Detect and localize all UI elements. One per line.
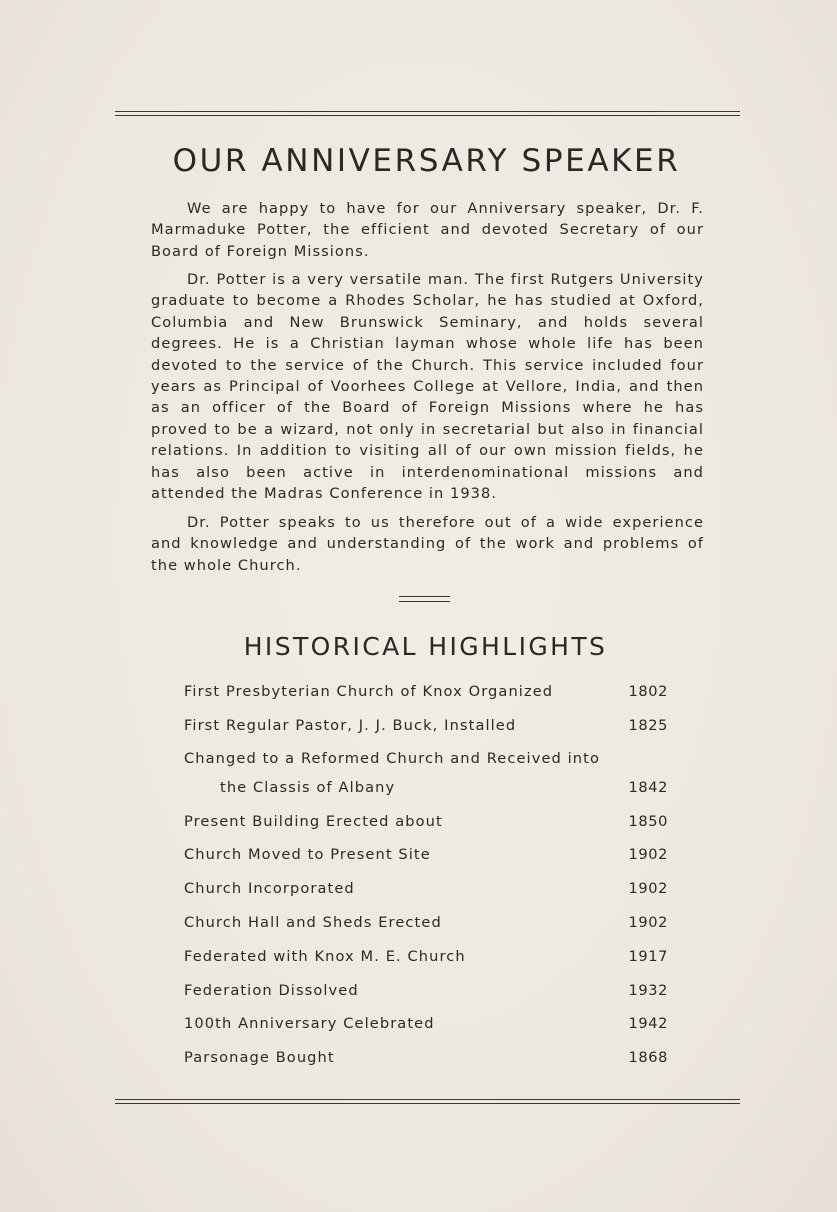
highlight-year: 1917 <box>628 948 668 965</box>
speaker-paragraph-1: We are happy to have for our Anniversary speaker, Dr. F. Marmaduke Potter, the efficient and devoted Secretary of our Board of Foreign Missions. <box>151 200 704 260</box>
highlight-year: 1850 <box>628 813 668 830</box>
highlight-event: Changed to a Reformed Church and Received into <box>184 750 600 767</box>
list-item <box>184 683 668 705</box>
highlight-year: 1902 <box>628 914 668 931</box>
highlight-event: Present Building Erected about <box>184 813 443 830</box>
highlight-year: 1942 <box>628 1015 668 1032</box>
highlight-year: 1825 <box>628 717 668 734</box>
highlight-year: 1802 <box>628 683 668 700</box>
list-item <box>184 1015 668 1037</box>
highlight-event: Church Incorporated <box>184 880 355 897</box>
speaker-heading: OUR ANNIVERSARY SPEAKER <box>172 143 681 179</box>
list-item <box>184 846 668 868</box>
list-item <box>184 717 668 739</box>
highlight-year: 1902 <box>628 846 668 863</box>
highlight-event: First Presbyterian Church of Knox Organized <box>184 683 554 700</box>
highlight-year: 1842 <box>628 779 668 796</box>
highlights-heading: HISTORICAL HIGHLIGHTS <box>243 632 608 661</box>
list-item <box>184 948 668 970</box>
list-item <box>184 750 668 772</box>
list-item <box>184 880 668 902</box>
highlight-year: 1932 <box>628 982 668 999</box>
highlight-event: Parsonage Bought <box>184 1049 335 1066</box>
highlight-year: 1868 <box>628 1049 668 1066</box>
highlight-event: Federated with Knox M. E. Church <box>184 948 466 965</box>
speaker-paragraph-2: Dr. Potter is a very versatile man. The first Rutgers University graduate to become a Rhodes Scholar, he has studied at Oxford, Columbia and New Brunswick Seminary, and holds several degrees. He is a Christian layman whose whole life has been devoted to the service of the Church. This service included four years as Principal of Voorhees College at Vellore, India, and then as an officer of the Board of Foreign Missions where he has proved to be a wizard, not only in secretarial but also in financial relations. In addition to visiting all of our own mission fields, he has also been active in interdenominational missions and attended the Madras Conference in 1938. <box>151 271 704 503</box>
list-item <box>184 982 668 1004</box>
highlight-event: Church Moved to Present Site <box>184 846 431 863</box>
bottom-double-rule <box>115 1099 740 1104</box>
highlight-year: 1902 <box>628 880 668 897</box>
top-double-rule <box>115 111 740 116</box>
list-item <box>184 914 668 936</box>
section-divider <box>399 596 450 602</box>
highlight-event: Federation Dissolved <box>184 982 359 999</box>
highlight-event: First Regular Pastor, J. J. Buck, Installed <box>184 717 517 734</box>
highlight-event: the Classis of Albany <box>220 779 396 796</box>
highlight-event: 100th Anniversary Celebrated <box>184 1015 435 1032</box>
list-item <box>184 813 668 835</box>
list-item <box>184 1049 668 1071</box>
list-item <box>184 779 668 801</box>
highlight-event: Church Hall and Sheds Erected <box>184 914 442 931</box>
speaker-paragraph-3: Dr. Potter speaks to us therefore out of a wide experience and knowledge and understanding of the work and problems of the whole Church. <box>151 514 704 574</box>
